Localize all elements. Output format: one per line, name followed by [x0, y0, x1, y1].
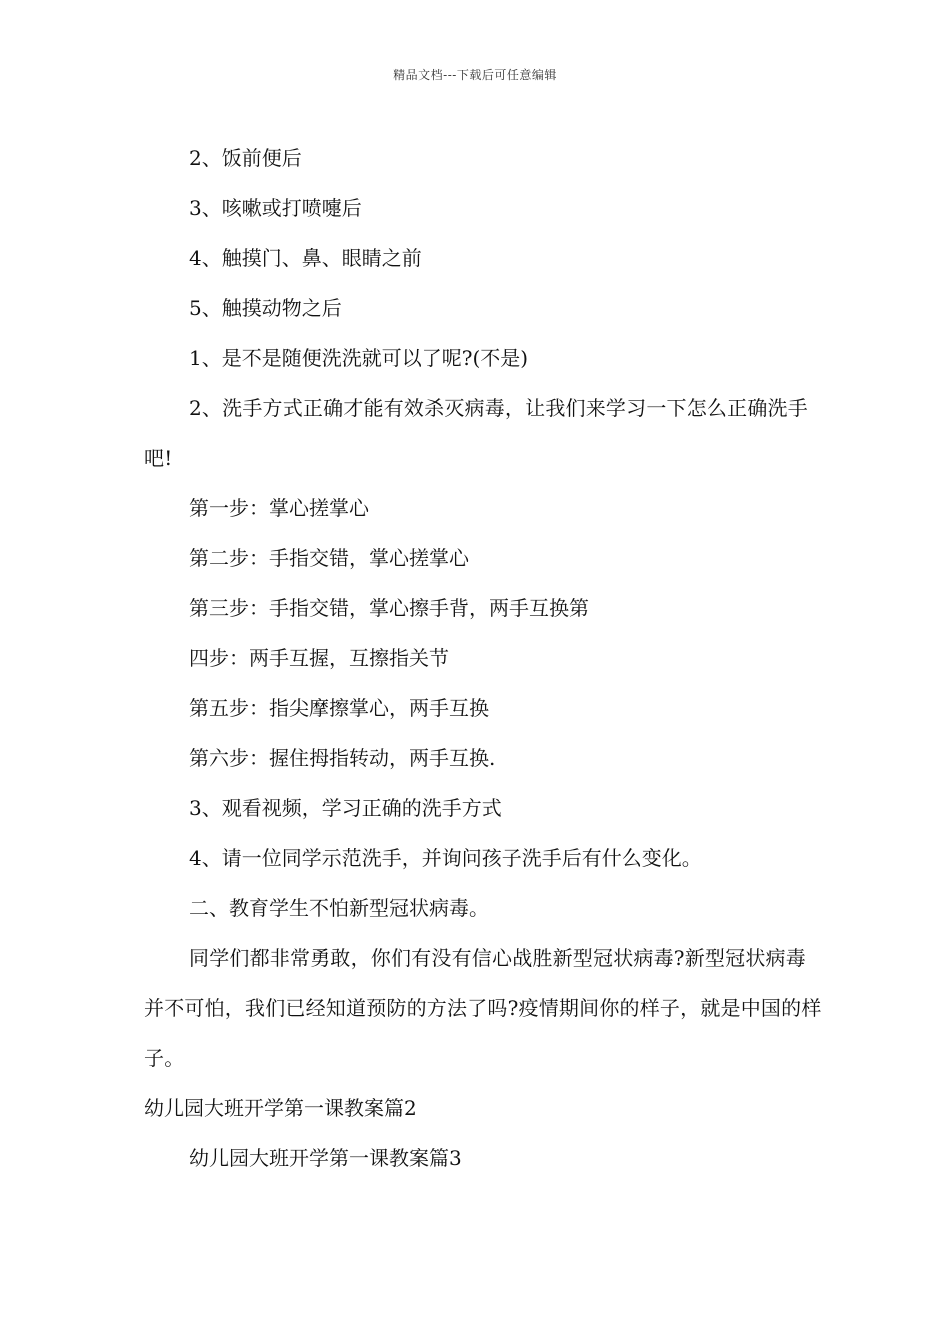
step-item: 第六步：握住拇指转动，两手互换. — [189, 746, 496, 770]
step-item: 第五步：指尖摩擦掌心，两手互换 — [189, 696, 489, 720]
list-item: 2、饭前便后 — [189, 146, 302, 170]
paragraph: 同学们都非常勇敢，你们有没有信心战胜新型冠状病毒?新型冠状病毒并不可怕，我们已经知道预防的方法了吗?疫情期间你的样子，就是中国的样子。 — [144, 946, 822, 1070]
section-title: 幼儿园大班开学第一课教案篇3 — [189, 1146, 462, 1170]
step-item: 第一步：掌心搓掌心 — [189, 496, 369, 520]
page-header: 精品文档---下载后可任意编辑 — [393, 68, 557, 82]
section-heading: 二、教育学生不怕新型冠状病毒。 — [189, 896, 489, 920]
list-item: 3、咳嗽或打喷嚏后 — [189, 196, 362, 220]
list-item: 4、请一位同学示范洗手，并询问孩子洗手后有什么变化。 — [189, 846, 702, 870]
question-item: 1、是不是随便洗洗就可以了呢?(不是) — [189, 346, 529, 370]
list-item: 4、触摸门、鼻、眼睛之前 — [189, 246, 422, 270]
step-item: 第二步：手指交错，掌心搓掌心 — [189, 546, 469, 570]
list-item: 5、触摸动物之后 — [189, 296, 342, 320]
section-title: 幼儿园大班开学第一课教案篇2 — [144, 1096, 417, 1120]
list-item: 3、观看视频，学习正确的洗手方式 — [189, 796, 502, 820]
paragraph: 2、洗手方式正确才能有效杀灭病毒，让我们来学习一下怎么正确洗手吧! — [144, 396, 808, 470]
step-item: 四步：两手互握，互擦指关节 — [189, 646, 449, 670]
document-body — [144, 133, 824, 1183]
step-item: 第三步：手指交错，掌心擦手背，两手互换第 — [189, 596, 589, 620]
